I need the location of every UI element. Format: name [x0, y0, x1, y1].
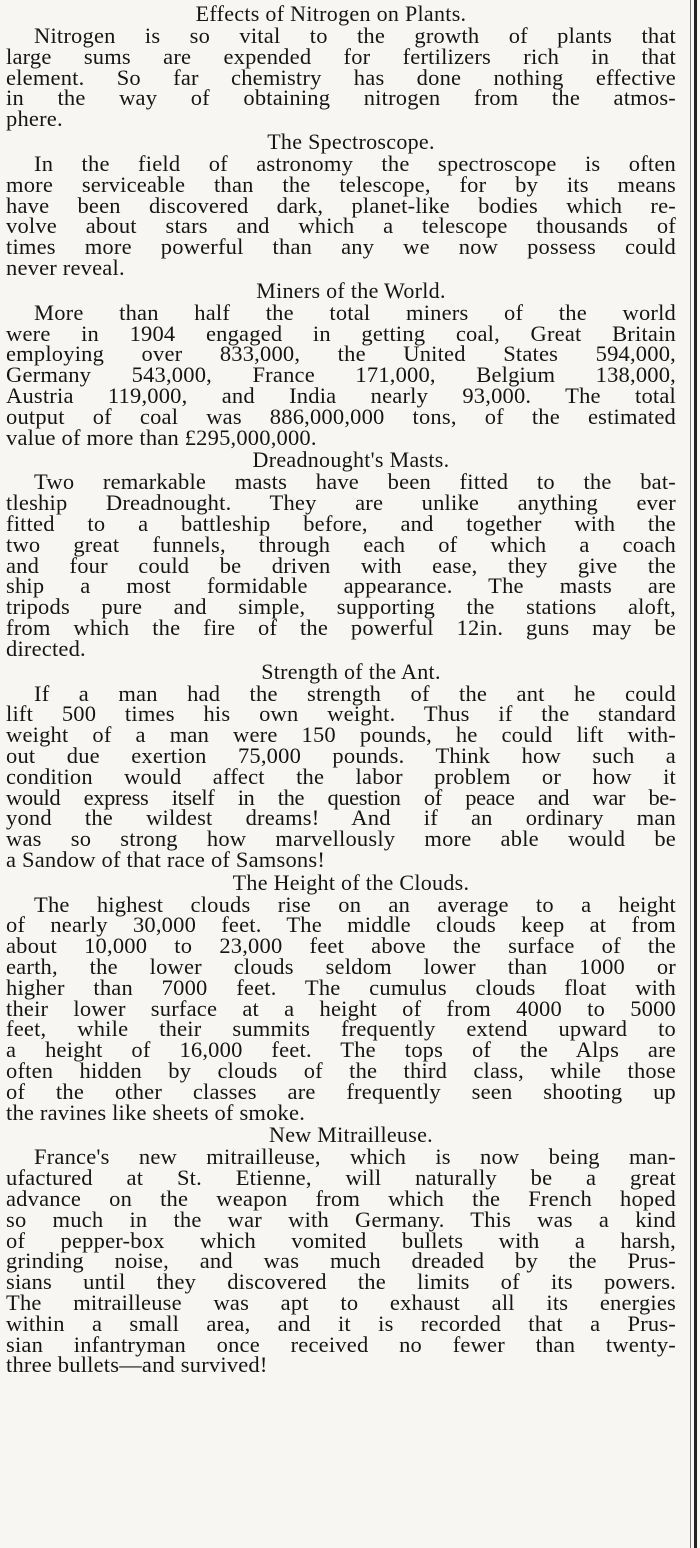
section-heading: The Height of the Clouds.	[232, 869, 470, 895]
paragraph-line: lift 500 times his own weight. Thus if the standard	[6, 701, 676, 727]
paragraph-line: and four could be driven with ease, they give the	[6, 552, 676, 578]
paragraph-line: Austria 119,000, and India nearly 93,000. The total	[6, 382, 676, 408]
paragraph-line: never reveal.	[6, 254, 125, 280]
paragraph-line: so much in the war with Germany. This was a kind	[6, 1206, 676, 1232]
section-miners	[6, 279, 676, 449]
paragraph-line: Nitrogen is so vital to the growth of plants that	[34, 23, 676, 48]
section-heading: Strength of the Ant.	[261, 658, 441, 684]
paragraph-line: in the way of obtaining nitrogen from the atmos-	[6, 85, 676, 111]
paragraph-line: have been discovered dark, planet-like bodies which re-	[6, 192, 676, 218]
paragraph-line: If a man had the strength of the ant he could	[34, 680, 676, 706]
paragraph-line: fitted to a battleship before, and together with the	[6, 510, 676, 536]
section-dreadnought	[6, 448, 676, 659]
paragraph-line: condition would affect the labor problem or how it	[6, 763, 676, 789]
paragraph-line: more serviceable than the telescope, for by its means	[6, 171, 676, 197]
paragraph-line: yond the wildest dreams! And if an ordinary man	[6, 805, 676, 831]
section-clouds	[6, 871, 676, 1124]
paragraph-line: grinding noise, and was much dreaded by the Prus-	[6, 1248, 676, 1274]
paragraph-line: times more powerful than any we now possess could	[6, 234, 676, 260]
column-rule-inner	[690, 0, 691, 1548]
section-heading: New Mitrailleuse.	[269, 1122, 433, 1148]
paragraph-line: employing over 833,000, the United States 594,000,	[6, 341, 676, 367]
section-heading: The Spectroscope.	[267, 128, 435, 154]
section-mitrailleuse	[6, 1123, 676, 1376]
section-heading: Effects of Nitrogen on Plants.	[195, 1, 467, 26]
paragraph-line: directed.	[6, 635, 86, 661]
section-nitrogen	[6, 2, 676, 130]
paragraph-line: feet, while their summits frequently extend upward to	[6, 1016, 676, 1042]
paragraph-line: out due exertion 75,000 pounds. Think how such a	[6, 742, 676, 768]
paragraph-line: value of more than £295,000,000.	[6, 424, 317, 450]
paragraph-line: phere.	[6, 106, 63, 132]
paragraph-line: large sums are expended for fertilizers rich in that	[6, 43, 676, 69]
paragraph-line: weight of a man were 150 pounds, he could lift with-	[6, 722, 676, 748]
paragraph-line: advance on the weapon from which the French hoped	[6, 1186, 676, 1212]
section-heading: Miners of the World.	[256, 277, 446, 303]
paragraph-line: within a small area, and it is recorded that a Prus-	[6, 1310, 676, 1336]
paragraph-line: sians until they discovered the limits of its powers.	[6, 1269, 676, 1295]
paragraph-line: tripods pure and simple, supporting the stations aloft,	[6, 594, 676, 620]
paragraph-line: The highest clouds rise on an average to a height	[34, 891, 676, 917]
paragraph-line: two great funnels, through each of which a coach	[6, 531, 676, 557]
paragraph-line: tleship Dreadnought. They are unlike anything ever	[6, 490, 676, 516]
paragraph-line: higher than 7000 feet. The cumulus clouds float with	[6, 974, 676, 1000]
section-heading: Dreadnought's Masts.	[252, 447, 450, 473]
paragraph-line: earth, the lower clouds seldom lower than 1000 or	[6, 954, 676, 980]
paragraph-line: a Sandow of that race of Samsons!	[6, 846, 326, 872]
paragraph-line: often hidden by clouds of the third class, while those	[6, 1058, 676, 1084]
paragraph-line: ufactured at St. Etienne, will naturally be a great	[6, 1165, 676, 1191]
paragraph-line: was so strong how marvellously more able would be	[6, 826, 676, 852]
paragraph-line: were in 1904 engaged in getting coal, Great Britain	[6, 320, 676, 346]
paragraph-line: More than half the total miners of the world	[34, 299, 676, 325]
paragraph-line: volve about stars and which a telescope thousands of	[6, 213, 676, 239]
paragraph-line: a height of 16,000 feet. The tops of the Alps are	[6, 1037, 676, 1063]
paragraph-line: element. So far chemistry has done nothing effective	[6, 64, 676, 90]
paragraph-line: In the field of astronomy the spectroscope is often	[34, 150, 676, 176]
section-ant	[6, 660, 676, 871]
paragraph-line: of nearly 30,000 feet. The middle clouds keep at from	[6, 912, 676, 938]
paragraph-line: sian infantryman once received no fewer than twenty-	[6, 1331, 676, 1357]
paragraph-line: their lower surface at a height of from 4000 to 5000	[6, 995, 676, 1021]
paragraph-line: The mitrailleuse was apt to exhaust all its energies	[6, 1290, 676, 1316]
paragraph-line: of pepper-box which vomited bullets with a harsh,	[6, 1227, 676, 1253]
paragraph-line: of the other classes are frequently seen shooting up	[6, 1078, 676, 1104]
paragraph-line: ship a most formidable appearance. The masts are	[6, 573, 676, 599]
paragraph-line: the ravines like sheets of smoke.	[6, 1099, 306, 1125]
paragraph-line: France's new mitrailleuse, which is now being man-	[34, 1144, 676, 1170]
section-spectroscope	[6, 130, 676, 279]
paragraph-line: from which the fire of the powerful 12in. guns may be	[6, 614, 676, 640]
paragraph-line: Two remarkable masts have been fitted to the bat-	[34, 469, 676, 495]
paragraph-line: output of coal was 886,000,000 tons, of the estimated	[6, 403, 676, 429]
paragraph-line: three bullets—and survived!	[6, 1352, 268, 1378]
paragraph-line: about 10,000 to 23,000 feet above the surface of the	[6, 933, 676, 959]
article-column	[6, 2, 676, 1376]
paragraph-line: Germany 543,000, France 171,000, Belgium 138,000,	[6, 362, 676, 388]
column-rule	[694, 0, 697, 1548]
paragraph-line: would express itself in the question of peace and war be-	[6, 784, 676, 810]
